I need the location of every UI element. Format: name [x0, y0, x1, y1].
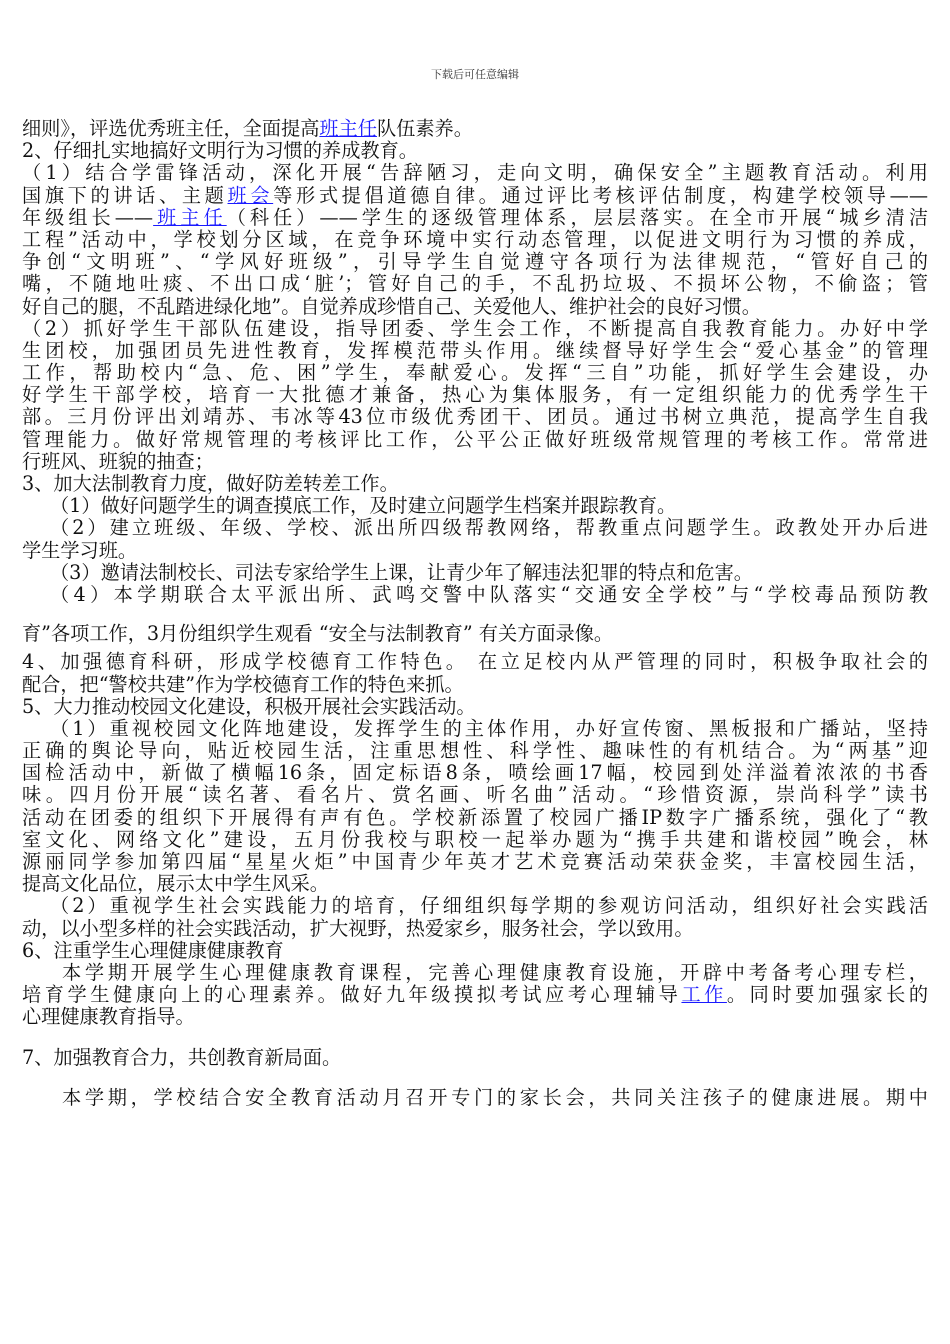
inline-link[interactable]: 班主任 — [319, 117, 377, 140]
text-line — [22, 984, 928, 1006]
text-line — [22, 784, 928, 806]
text-line — [22, 429, 928, 451]
line-text: 好学生干部学校，培育一大批德才兼备，热心为集体服务，有一定组织能力的优秀学生干 — [22, 383, 928, 407]
text-line — [22, 895, 928, 917]
text-line — [22, 1047, 928, 1069]
line-text: 生团校，加强团员先进性教育，发挥模范带头作用。继续督导好学生会“爱心基金”的管理 — [22, 338, 928, 362]
text-line — [22, 718, 928, 740]
line-text: 4、加强德育科研，形成学校德育工作特色。 在立足校内从严管理的同时，积极争取社会的 — [22, 650, 928, 674]
line-text: （2）建立班级、年级、学校、派出所四级帮教网络，帮教重点问题学生。政教处开办后进 — [50, 516, 928, 540]
line-text: 。同时要加强家长的 — [726, 983, 929, 1007]
line-text: 心理健康教育指导。 — [22, 1005, 195, 1029]
text-line — [22, 296, 928, 318]
text-line — [22, 318, 928, 340]
line-text: （2）抓好学生干部队伍建设，指导团委、学生会工作，不断提高自我教育能力。办好中学 — [22, 316, 928, 340]
line-text: 细则》，评选优秀班主任，全面提高 — [22, 117, 320, 140]
text-line — [22, 540, 928, 562]
text-line — [22, 696, 928, 718]
line-text: 培育学生健康向上的心理素养。做好九年级摸拟考试应考心理辅导 — [22, 983, 682, 1007]
line-text: 工程”活动中，学校划分区域，在竞争环境中实行动态管理，以促进文明行为习惯的养成， — [22, 227, 928, 251]
text-line — [22, 207, 928, 229]
text-line — [22, 940, 928, 962]
text-line — [22, 1087, 928, 1109]
text-line — [22, 584, 928, 606]
text-line — [22, 1006, 928, 1028]
line-text: 育”各项工作，3月份组织学生观看 “安全与法制教育” 有关方面录像。 — [22, 622, 614, 646]
line-text: 争创“文明班”、“学风好班级”，引导学生自觉遵守各项行为法律规范，“管好自己的 — [22, 250, 928, 274]
line-text: （4）本学期联合太平派出所、武鸣交警中队落实“交通安全学校”与“学校毒品预防教 — [50, 582, 928, 606]
text-line — [22, 162, 928, 184]
text-line — [22, 406, 928, 428]
line-text: （1）做好问题学生的调查摸底工作，及时建立问题学生档案并跟踪教育。 — [50, 494, 677, 518]
line-text: 国检活动中，新做了横幅16条，固定标语8条，喷绘画17幅，校园到处洋溢着浓浓的书香 — [22, 761, 928, 785]
line-text: 工作，帮助校内“急、危、困”学生，奉献爱心。发挥“三自”功能，抓好学生会建设，办 — [22, 361, 928, 385]
text-line — [22, 918, 928, 940]
line-text: 6、注重学生心理健康健康教育 — [22, 938, 284, 962]
text-line — [22, 851, 928, 873]
line-text: 学生学习班。 — [22, 538, 138, 562]
line-text: 5、大力推动校园文化建设，积极开展社会实践活动。 — [22, 694, 476, 718]
text-line — [22, 517, 928, 539]
text-line — [22, 807, 928, 829]
text-line — [22, 251, 928, 273]
line-text: 室文化、网络文化”建设，五月份我校与职校一起举办题为“携手共建和谐校园”晚会，林 — [22, 827, 928, 851]
line-text: （3）邀请法制校长、司法专家给学生上课，让青少年了解违法犯罪的特点和危害。 — [50, 560, 753, 584]
text-line — [22, 362, 928, 384]
page-header: 下载后可任意编辑 — [431, 68, 519, 81]
inline-link[interactable]: 班会 — [227, 183, 274, 207]
text-line — [22, 562, 928, 584]
line-text: 提高文化品位，展示太中学生风采。 — [22, 872, 329, 896]
text-line — [22, 873, 928, 895]
text-line — [22, 651, 928, 673]
text-line — [22, 623, 928, 645]
line-text: 嘴，不随地吐痰、不出口成‘脏’；管好自己的手，不乱扔垃圾、不损坏公物，不偷盗；管 — [22, 272, 928, 296]
line-text: （2）重视学生社会实践能力的培育，仔细组织每学期的参观访问活动，组织好社会实践活 — [50, 894, 928, 918]
line-text: 2、仔细扎实地搞好文明行为习惯的养成教育。 — [22, 139, 418, 163]
text-line — [22, 762, 928, 784]
inline-link[interactable]: 工作 — [681, 983, 727, 1007]
text-line — [22, 229, 928, 251]
line-text: 部。三月份评出刘靖苏、韦冰等43位市级优秀团干、团员。通过书树立典范，提高学生自我 — [22, 405, 928, 429]
line-text: 动，以小型多样的社会实践活动，扩大视野，热爱家乡，服务社会，学以致用。 — [22, 916, 694, 940]
text-line — [22, 118, 928, 140]
document-body — [22, 118, 928, 1109]
line-text: 年级组长—— — [22, 205, 154, 229]
line-text: 等形式提倡道德自律。通过评比考核评估制度，构建学校领导—— — [273, 183, 929, 207]
text-line — [22, 273, 928, 295]
line-text: （1）结合学雷锋活动，深化开展“告辞陋习，走向文明，确保安全”主题教育活动。利用 — [22, 161, 928, 185]
line-text: 味。四月份开展“读名著、看名片、赏名画、听名曲”活动。“珍惜资源，崇尚科学”读书 — [22, 783, 928, 807]
text-line — [22, 340, 928, 362]
text-line — [22, 829, 928, 851]
text-line — [22, 473, 928, 495]
inline-link[interactable]: 班主任 — [153, 205, 227, 229]
line-text: 正确的舆论导向，贴近校园生活，注重思想性、科学性、趣味性的有机结合。为“两基”迎 — [22, 739, 928, 763]
line-text: 配合，把“警校共建”作为学校德育工作的特色来抓。 — [22, 672, 464, 696]
line-text: 管理能力。做好常规管理的考核评比工作，公平公正做好班级常规管理的考核工作。常常进 — [22, 427, 928, 451]
text-line — [22, 140, 928, 162]
text-line — [22, 740, 928, 762]
line-text: 本学期，学校结合安全教育活动月召开专门的家长会，共同关注孩子的健康进展。期中 — [62, 1085, 928, 1109]
line-text: 7、加强教育合力，共创教育新局面。 — [22, 1045, 342, 1069]
line-text: 队伍素养。 — [376, 117, 473, 140]
text-line — [22, 451, 928, 473]
line-text: 好自己的腿，不乱踏进绿化地”。自觉养成珍惜自己、关爱他人、维护社会的良好习惯。 — [22, 294, 761, 318]
line-text: 3、加大法制教育力度，做好防差转差工作。 — [22, 472, 399, 495]
line-text: 本学期开展学生心理健康教育课程，完善心理健康教育设施，开辟中考备考心理专栏， — [62, 960, 928, 984]
text-line — [22, 185, 928, 207]
line-text: 国旗下的讲话、主题 — [22, 183, 228, 207]
line-text: （科任）——学生的逐级管理体系，层层落实。在全市开展“城乡清洁 — [226, 205, 929, 229]
text-line — [22, 674, 928, 696]
text-line — [22, 495, 928, 517]
line-text: 活动在团委的组织下开展得有声有色。学校新添置了校园广播IP数字广播系统，强化了“教 — [22, 805, 928, 829]
line-text: 行班风、班貌的抽查； — [22, 449, 214, 473]
line-text: （1）重视校园文化阵地建设，发挥学生的主体作用，办好宣传窗、黑板报和广播站，坚持 — [50, 716, 928, 740]
text-line — [22, 384, 928, 406]
line-text: 源丽同学参加第四届“星星火炬”中国青少年英才艺术竞赛活动荣获金奖，丰富校园生活， — [22, 850, 928, 873]
text-line — [22, 962, 928, 984]
